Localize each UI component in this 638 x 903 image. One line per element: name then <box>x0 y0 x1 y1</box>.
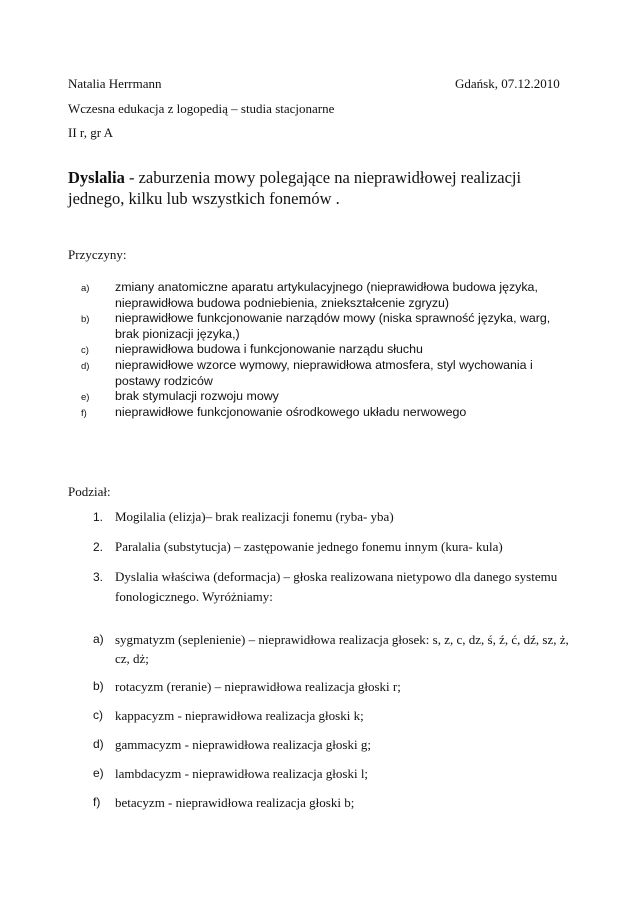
list-marker: f) <box>81 407 87 419</box>
list-item-text: nieprawidłowe funkcjonowanie ośrodkowego układu nerwowego <box>115 404 467 419</box>
division-heading: Podział: <box>68 484 111 499</box>
list-item-text: brak stymulacji rozwoju mowy <box>115 389 279 404</box>
list-marker: e) <box>81 392 90 404</box>
subtypes-list <box>93 630 573 812</box>
list-item <box>81 342 571 358</box>
list-item-text: nieprawidłowe funkcjonowanie narządów mowy (niska sprawność języka, warg, brak pionizacji języka,) <box>115 311 551 341</box>
definition-paragraph <box>68 167 558 209</box>
list-item-text: rotacyzm (reranie) – nieprawidłowa realizacja głoski r; <box>115 679 401 694</box>
list-item <box>81 311 571 342</box>
list-item <box>81 405 571 421</box>
list-marker: a) <box>81 283 90 294</box>
list-item <box>93 706 573 725</box>
list-item <box>93 677 573 696</box>
place-date: Gdańsk, 07.12.2010 <box>455 76 560 91</box>
list-item <box>93 567 573 607</box>
list-item <box>81 280 571 311</box>
list-marker: b) <box>81 314 90 326</box>
causes-heading: Przyczyny: <box>68 247 127 262</box>
list-item <box>93 537 573 557</box>
division-list <box>93 507 573 607</box>
list-item <box>93 630 573 668</box>
list-item-text: lambdacyzm - nieprawidłowa realizacja głoski l; <box>115 766 369 781</box>
course-name: Wczesna edukacja z logopedią – studia stacjonarne <box>68 101 335 116</box>
list-item-text: Paralalia (substytucja) – zastępowanie jednego fonemu innym (kura- kula) <box>115 539 503 554</box>
list-item-text: sygmatyzm (seplenienie) – nieprawidłowa realizacja głosek: s, z, c, dz, ś, ź, ć, dź, sz, ż, cz, dż; <box>115 632 569 666</box>
list-marker: 1. <box>93 510 104 524</box>
list-item <box>93 507 573 527</box>
list-item <box>81 358 571 389</box>
list-item <box>93 793 573 812</box>
list-marker: a) <box>93 632 104 646</box>
list-item-text: Mogilalia (elizja)– brak realizacji fonemu (ryba- yba) <box>115 509 394 524</box>
list-item-text: nieprawidłowa budowa i funkcjonowanie narządu słuchu <box>115 342 423 357</box>
list-marker: c) <box>81 345 89 357</box>
list-marker: 3. <box>93 570 104 584</box>
list-marker: b) <box>93 679 104 693</box>
list-item <box>93 764 573 783</box>
list-item <box>93 735 573 754</box>
list-item <box>81 389 571 405</box>
list-marker: d) <box>93 737 104 751</box>
list-marker: c) <box>93 708 103 722</box>
list-marker: e) <box>93 766 104 780</box>
list-item-text: Dyslalia właściwa (deformacja) – głoska realizowana nietypowo dla danego systemu fonologicznego. Wyróżniamy: <box>115 569 558 604</box>
list-item-text: gammacyzm - nieprawidłowa realizacja głoski g; <box>115 737 371 752</box>
causes-list <box>81 280 571 420</box>
list-marker: d) <box>81 360 90 372</box>
group-label: II r, gr A <box>68 125 113 140</box>
list-item-text: kappacyzm - nieprawidłowa realizacja głoski k; <box>115 708 364 723</box>
definition-text: - zaburzenia mowy polegające na nieprawidłowej realizacji jednego, kilku lub wszystkich fonemów . <box>68 168 522 208</box>
list-item-text: nieprawidłowe wzorce wymowy, nieprawidłowa atmosfera, styl wychowania i postawy rodziców <box>115 357 533 388</box>
definition-term: Dyslalia <box>68 168 125 187</box>
list-item-text: zmiany anatomiczne aparatu artykulacyjnego (nieprawidłowa budowa języka, nieprawidłowa budowa podniebienia, zniekształcenie zgryzu) <box>115 280 538 310</box>
author-name: Natalia Herrmann <box>68 76 162 91</box>
list-marker: f) <box>93 795 101 809</box>
list-item-text: betacyzm - nieprawidłowa realizacja głoski b; <box>115 795 355 810</box>
list-marker: 2. <box>93 540 104 554</box>
